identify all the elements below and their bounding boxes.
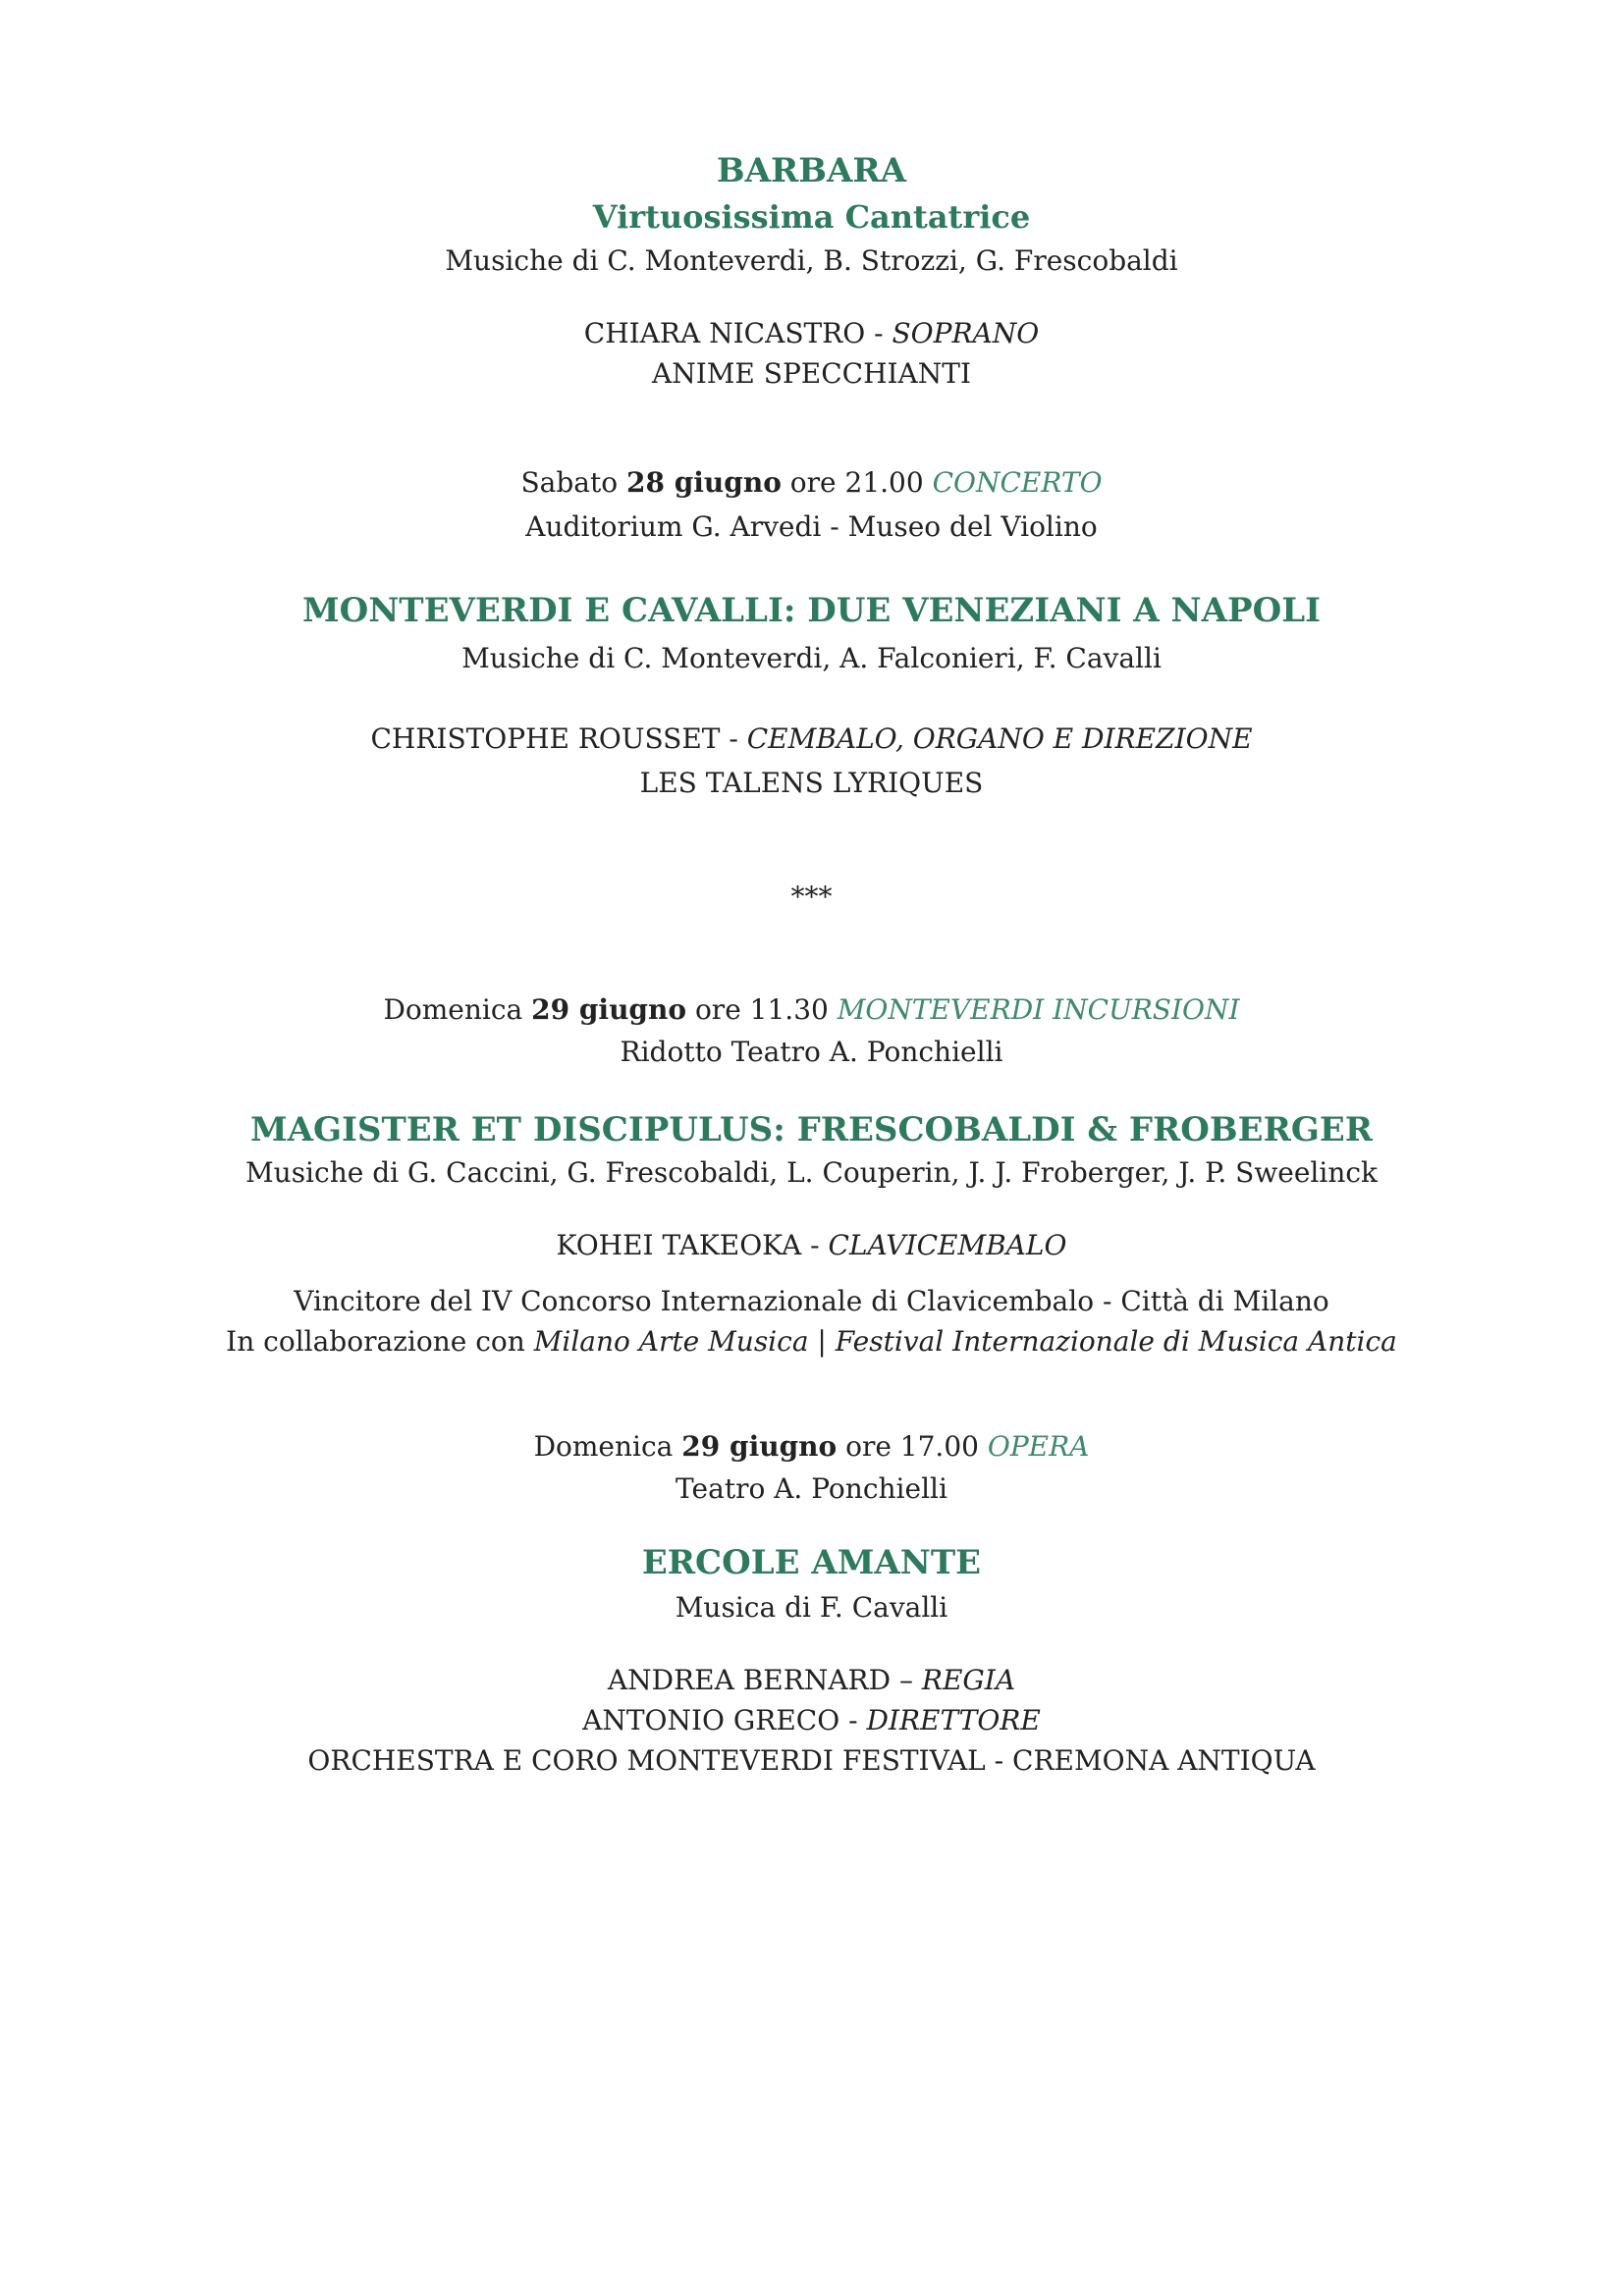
event2-title: MONTEVERDI E CAVALLI: DUE VENEZIANI A NAPOLI (301, 591, 1322, 630)
event2-ensemble: LES TALENS LYRIQUES (639, 767, 984, 799)
event-time: ore 21.00 (781, 466, 933, 499)
collaboration-prefix: In collaborazione con (226, 1325, 534, 1358)
performer-separator: - (865, 317, 893, 349)
performer-name: CHRISTOPHE ROUSSET (370, 722, 721, 755)
credit-separator: - (839, 1704, 867, 1736)
event-day: Domenica (383, 993, 532, 1026)
event4-datetime (0, 1427, 1623, 1467)
event1-music: Musiche di C. Monteverdi, B. Strozzi, G. Frescobaldi (445, 244, 1178, 277)
event-type: OPERA (987, 1430, 1090, 1463)
event-time: ore 17.00 (837, 1430, 988, 1463)
event3-datetime (0, 990, 1623, 1030)
event-date: 29 giugno (531, 993, 687, 1026)
event1-subtitle: Virtuosissima Cantatrice (592, 198, 1031, 236)
event-time: ore 11.30 (686, 993, 838, 1026)
event1-performer (0, 314, 1623, 353)
performer-name: CHIARA NICASTRO (583, 317, 866, 349)
performer-role: CLAVICEMBALO (828, 1229, 1067, 1261)
event1-title: BARBARA (716, 151, 907, 190)
event2-music: Musiche di C. Monteverdi, A. Falconieri, F. Cavalli (461, 642, 1162, 674)
collaboration-partner: Milano Arte Musica | Festival Internazionale di Musica Antica (533, 1325, 1397, 1358)
event-type: CONCERTO (932, 466, 1103, 499)
event4-credit-director (0, 1661, 1623, 1700)
event-date: 29 giugno (681, 1430, 838, 1463)
event4-music: Musica di F. Cavalli (675, 1591, 948, 1624)
section-separator: *** (790, 881, 833, 913)
event1-ensemble: ANIME SPECCHIANTI (651, 357, 972, 390)
performer-separator: - (720, 722, 747, 755)
credit-name: ANTONIO GRECO (582, 1704, 840, 1736)
event3-venue: Ridotto Teatro A. Ponchielli (620, 1036, 1003, 1068)
event3-music: Musiche di G. Caccini, G. Frescobaldi, L. Couperin, J. J. Froberger, J. P. Sweelinck (244, 1156, 1379, 1189)
event4-ensemble: ORCHESTRA E CORO MONTEVERDI FESTIVAL - CREMONA ANTIQUA (307, 1744, 1316, 1777)
credit-separator: – (891, 1664, 922, 1696)
event-type: MONTEVERDI INCURSIONI (837, 993, 1240, 1026)
event3-performer (0, 1226, 1623, 1265)
event-day: Sabato (520, 466, 626, 499)
performer-name: KOHEI TAKEOKA (556, 1229, 802, 1261)
event4-title: ERCOLE AMANTE (641, 1543, 982, 1582)
event3-note-collaboration (0, 1322, 1623, 1362)
event-date: 28 giugno (625, 466, 782, 499)
event4-credit-conductor (0, 1701, 1623, 1740)
event2-performer (0, 720, 1623, 759)
performer-role: CEMBALO, ORGANO E DIREZIONE (746, 722, 1253, 755)
event2-venue: Auditorium G. Arvedi - Museo del Violino (525, 510, 1098, 543)
performer-role: SOPRANO (892, 317, 1040, 349)
credit-name: ANDREA BERNARD (607, 1664, 892, 1696)
event2-datetime (0, 463, 1623, 503)
event3-title: MAGISTER ET DISCIPULUS: FRESCOBALDI & FROBERGER (249, 1110, 1374, 1149)
credit-role: REGIA (921, 1664, 1016, 1696)
performer-separator: - (801, 1229, 829, 1261)
event-day: Domenica (533, 1430, 682, 1463)
credit-role: DIRETTORE (866, 1704, 1041, 1736)
event3-note-winner: Vincitore del IV Concorso Internazionale di Clavicembalo - Città di Milano (294, 1285, 1329, 1317)
event4-venue: Teatro A. Ponchielli (676, 1472, 947, 1505)
